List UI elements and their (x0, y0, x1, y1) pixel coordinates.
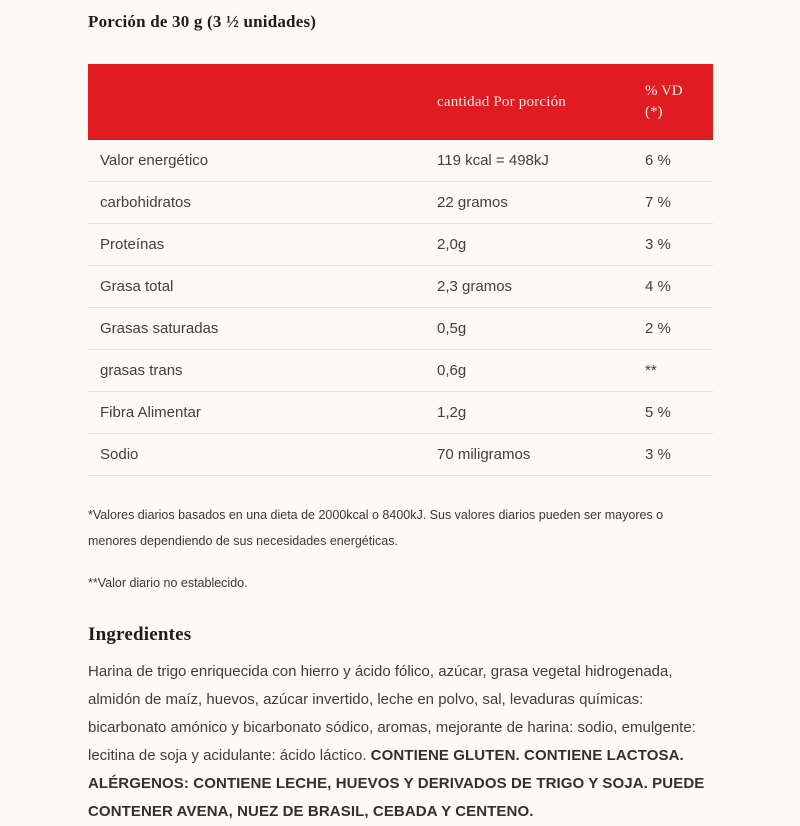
header-vd-note: (*) (645, 104, 663, 120)
nutrient-vd: 5 % (645, 404, 671, 421)
nutrient-amount: 70 miligramos (437, 446, 531, 463)
nutrient-amount: 1,2g (437, 404, 467, 421)
nutrient-row (88, 140, 713, 182)
nutrient-name: Proteínas (100, 236, 165, 253)
nutrient-vd: 6 % (645, 152, 671, 169)
nutrient-amount: 2,0g (437, 236, 467, 253)
nutrition-table (88, 64, 713, 476)
footnote-not-established: **Valor diario no establecido. (88, 576, 248, 590)
nutrient-row (88, 392, 713, 434)
footnote-daily-values: *Valores diarios basados en una dieta de 2000kcal o 8400kJ. Sus valores diarios pueden ser mayores o menores dependiendo de sus necesidades energéticas. (88, 508, 664, 548)
nutrient-row (88, 182, 713, 224)
nutrient-name: Grasas saturadas (100, 320, 219, 337)
allergen-statement: CONTIENE GLUTEN. CONTIENE LACTOSA. ALÉRGENOS: CONTIENE LECHE, HUEVOS Y DERIVADOS DE TRIGO Y SOJA. PUEDE CONTENER AVENA, NUEZ DE BRASIL, CEBADA Y CENTENO. (88, 747, 705, 820)
header-amount-label: cantidad Por porción (437, 93, 566, 110)
header-vd-label (645, 81, 713, 123)
nutrient-row (88, 434, 713, 476)
nutrient-amount: 22 gramos (437, 194, 508, 211)
header-vd-text: % VD (645, 83, 683, 99)
nutrient-amount: 0,6g (437, 362, 467, 379)
nutrient-vd: 3 % (645, 446, 671, 463)
nutrient-vd: 7 % (645, 194, 671, 211)
ingredients-regular-text: Harina de trigo enriquecida con hierro y ácido fólico, azúcar, grasa vegetal hidrogenada, almidón de maíz, huevos, azúcar invertido, leche en polvo, sal, levaduras químicas: bicarbonato amónico y bicarbonato sódico, aromas, mejorante de harina: sodio, emulgente: lecitina de soja y acidulante: ácido láctico. (88, 663, 696, 764)
nutrient-name: carbohidratos (100, 194, 191, 211)
nutrient-name: Sodio (100, 446, 139, 463)
ingredients-heading: Ingredientes (88, 624, 192, 645)
nutrient-vd: ** (645, 362, 657, 379)
nutrient-row (88, 350, 713, 392)
portion-title: Porción de 30 g (3 ½ unidades) (88, 12, 317, 31)
nutrient-name: Fibra Alimentar (100, 404, 201, 421)
nutrient-row (88, 224, 713, 266)
ingredients-text (88, 658, 715, 826)
nutrient-vd: 2 % (645, 320, 671, 337)
nutrient-name: grasas trans (100, 362, 183, 379)
nutrient-amount: 119 kcal = 498kJ (437, 152, 549, 169)
nutrient-row (88, 266, 713, 308)
nutrient-row (88, 308, 713, 350)
nutrition-rows (88, 140, 713, 476)
nutrient-amount: 2,3 gramos (437, 278, 513, 295)
nutrient-vd: 4 % (645, 278, 671, 295)
nutrient-vd: 3 % (645, 236, 671, 253)
nutrient-name: Grasa total (100, 278, 174, 295)
nutrient-amount: 0,5g (437, 320, 467, 337)
nutrition-table-header (88, 64, 713, 140)
nutrient-name: Valor energético (100, 152, 209, 169)
